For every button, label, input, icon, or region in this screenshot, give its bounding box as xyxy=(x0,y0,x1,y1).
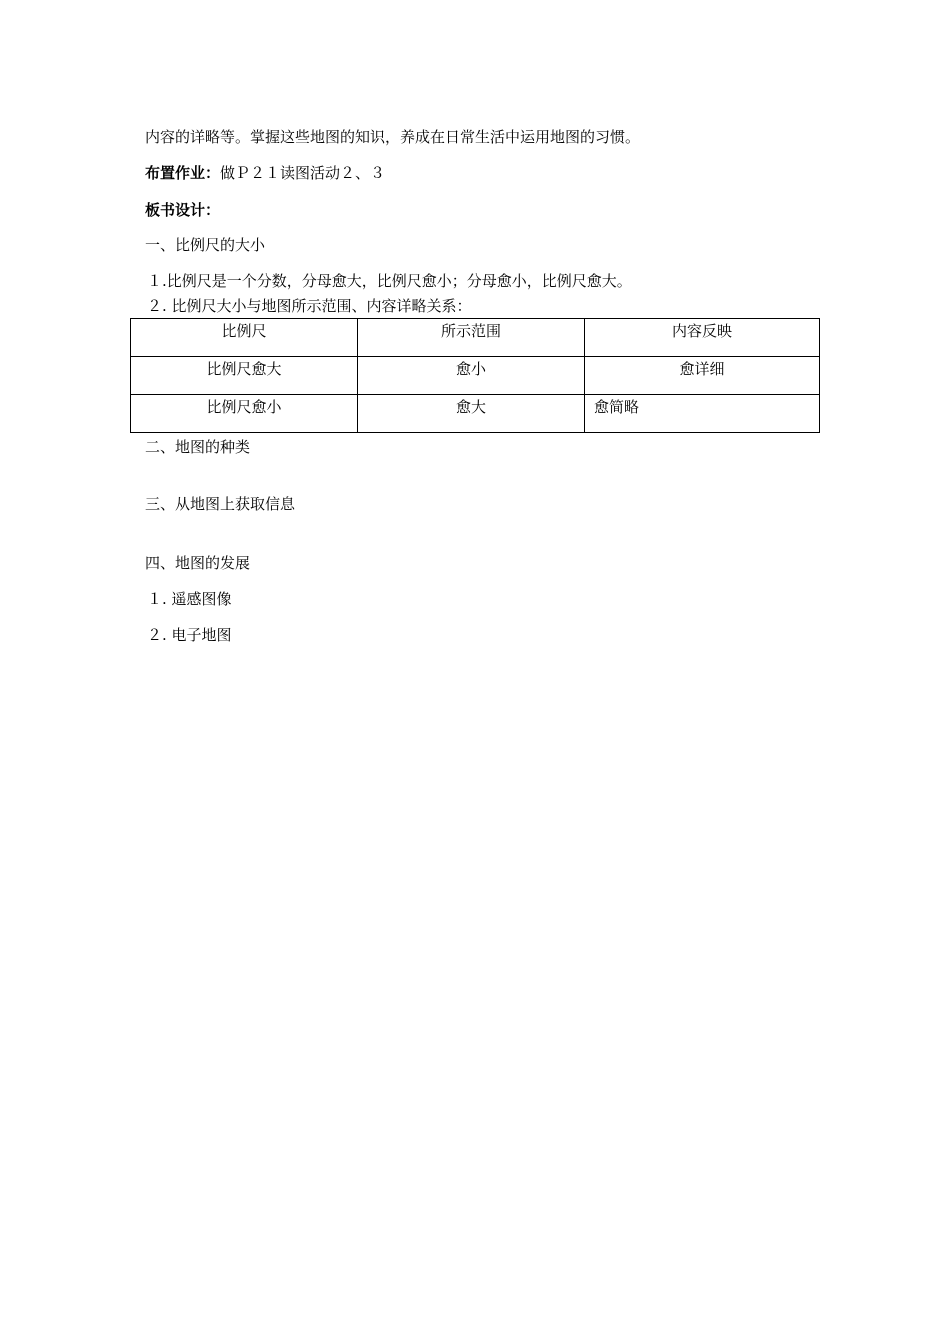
homework-line xyxy=(145,163,385,183)
table-header-row xyxy=(131,319,820,357)
section1-item2: ２. 比例尺大小与地图所示范围、内容详略关系： xyxy=(147,297,472,315)
table-header-cell: 内容反映 xyxy=(585,319,820,357)
table-cell: 愈详细 xyxy=(585,357,820,395)
intro-continuation-text: 内容的详略等。掌握这些地图的知识，养成在日常生活中运用地图的习惯。 xyxy=(145,128,641,146)
table-cell: 愈小 xyxy=(358,357,585,395)
table-row xyxy=(131,357,820,395)
homework-text: 做Ｐ２１读图活动２、３ xyxy=(220,164,386,182)
table-cell: 比例尺愈大 xyxy=(131,357,358,395)
section1-item1: １.比例尺是一个分数，分母愈大，比例尺愈小；分母愈小，比例尺愈大。 xyxy=(147,272,632,290)
table-cell: 愈大 xyxy=(358,395,585,433)
scale-relationship-table xyxy=(130,318,820,433)
section1-title: 一、比例尺的大小 xyxy=(145,236,266,254)
section2-title: 二、地图的种类 xyxy=(145,438,251,456)
table-cell: 比例尺愈小 xyxy=(131,395,358,433)
table-row xyxy=(131,395,820,433)
section4-item1: １. 遥感图像 xyxy=(147,590,232,608)
table-header-cell: 所示范围 xyxy=(358,319,585,357)
section4-title: 四、地图的发展 xyxy=(145,554,251,572)
table-cell: 愈简略 xyxy=(585,395,820,433)
section4-item2: ２. 电子地图 xyxy=(147,626,232,644)
homework-label: 布置作业： xyxy=(145,164,221,182)
board-design-label: 板书设计： xyxy=(145,201,221,219)
section3-title: 三、从地图上获取信息 xyxy=(145,495,296,513)
table-header-cell: 比例尺 xyxy=(131,319,358,357)
